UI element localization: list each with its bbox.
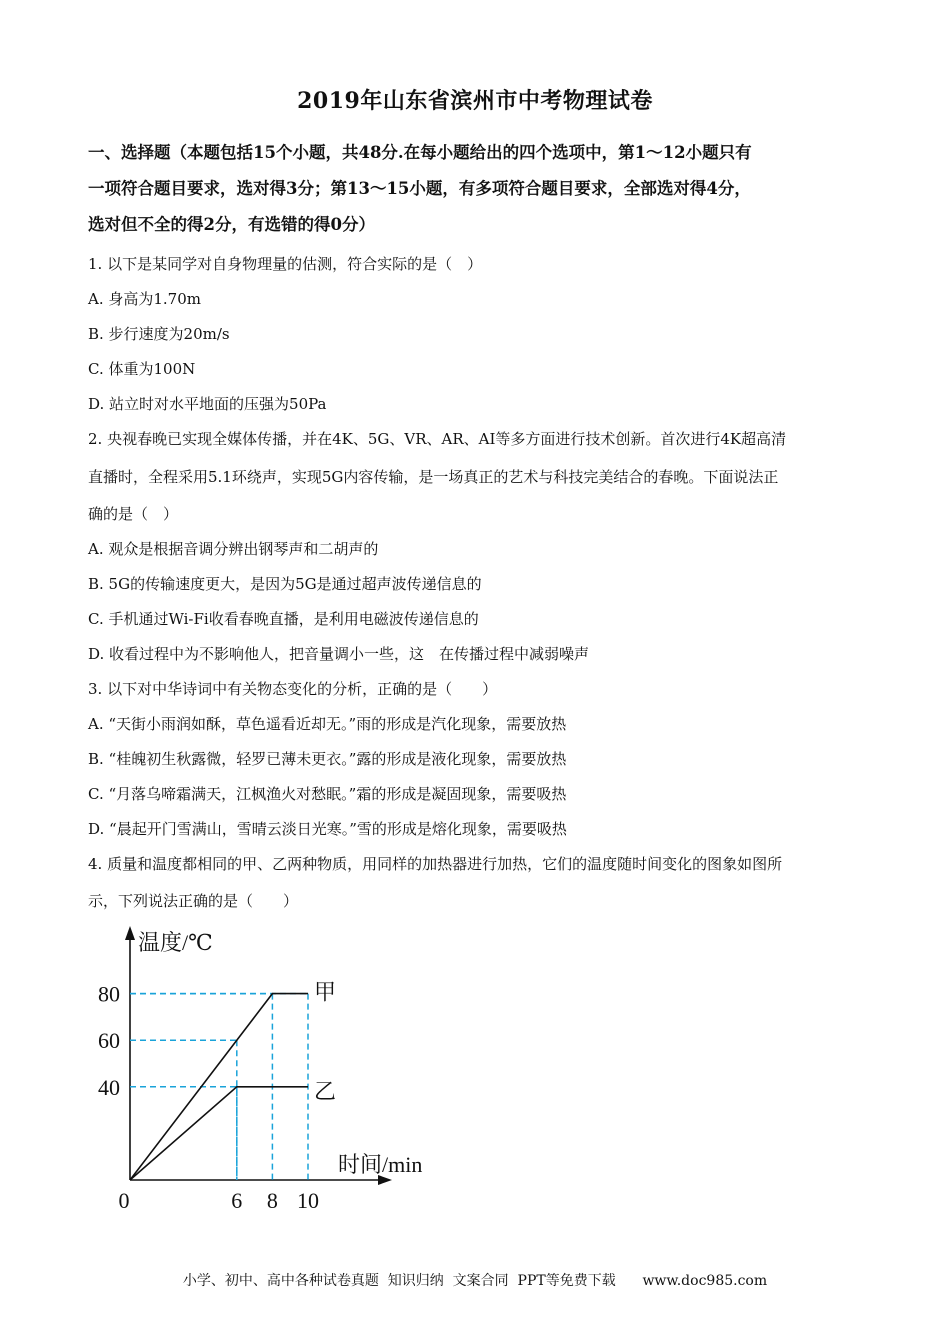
q4-stem-line-1: 4. 质量和温度都相同的甲、乙两种物质，用同样的加热器进行加热，它们的温度随时间变化的图象如图所	[88, 855, 783, 873]
q3-option-c: C. “月落乌啼霜满天，江枫渔火对愁眠。”霜的形成是凝固现象，需要吸热	[88, 785, 567, 803]
q2-option-a: A. 观众是根据音调分辨出钢琴声和二胡声的	[88, 540, 379, 558]
q4-stem-line-2: 示，下列说法正确的是（ ）	[88, 892, 299, 910]
y-tick-label: 60	[98, 1028, 120, 1054]
q2-stem-line-3: 确的是（ ）	[88, 505, 179, 523]
y-tick-label: 80	[98, 981, 120, 1007]
series-label-1: 甲	[314, 979, 337, 1005]
q1-option-a: A. 身高为1.70m	[88, 290, 201, 308]
q2-option-c: C. 手机通过Wi-Fi收看春晚直播，是利用电磁波传递信息的	[88, 610, 479, 628]
series-label-2: 乙	[314, 1078, 337, 1104]
q3-stem: 3. 以下对中华诗词中有关物态变化的分析，正确的是（ ）	[88, 680, 498, 698]
q1-option-b: B. 步行速度为20m/s	[88, 325, 230, 343]
section-heading-line-2: 一项符合题目要求，选对得3分；第13～15小题，有多项符合题目要求，全部选对得4分，	[88, 179, 751, 198]
y-axis-arrow	[125, 926, 135, 940]
q2-stem-line-2: 直播时，全程采用5.1环绕声，实现5G内容传输，是一场真正的艺术与科技完美结合的春晚。下面说法正	[88, 468, 779, 486]
q1-stem: 1. 以下是某同学对自身物理量的估测，符合实际的是（ ）	[88, 255, 483, 273]
q2-option-d: D. 收看过程中为不影响他人，把音量调小一些，这 在传播过程中减弱噪声	[88, 645, 590, 663]
temperature-time-chart	[80, 920, 460, 1220]
q1-option-d: D. 站立时对水平地面的压强为50Pa	[88, 395, 327, 413]
q3-option-b: B. “桂魄初生秋露微，轻罗已薄未更衣。”露的形成是液化现象，需要放热	[88, 750, 567, 768]
q1-option-c: C. 体重为100N	[88, 360, 196, 378]
section-heading-line-3: 选对但不全的得2分，有选错的得0分）	[88, 215, 375, 234]
x-axis-label: 时间/min	[338, 1152, 423, 1177]
q2-option-b: B. 5G的传输速度更大，是因为5G是通过超声波传递信息的	[88, 575, 482, 593]
series-line-2	[130, 1087, 308, 1180]
x-tick-label: 8	[266, 1188, 278, 1213]
page-title: 2019年山东省滨州市中考物理试卷	[297, 88, 653, 114]
origin-label: 0	[118, 1188, 130, 1213]
x-tick-label: 10	[297, 1188, 319, 1213]
x-tick-label: 6	[231, 1188, 243, 1213]
q3-option-d: D. “晨起开门雪满山，雪晴云淡日光寒。”雪的形成是熔化现象，需要吸热	[88, 820, 567, 838]
section-heading-line-1: 一、选择题（本题包括15个小题，共48分.在每小题给出的四个选项中，第1～12小题只有	[88, 143, 752, 162]
y-axis-label: 温度/℃	[138, 930, 213, 955]
page-footer: 小学、初中、高中各种试卷真题 知识归纳 文案合同 PPT等免费下载 www.doc985.com	[182, 1273, 768, 1289]
q2-stem-line-1: 2. 央视春晚已实现全媒体传播，并在4K、5G、VR、AR、AI等多方面进行技术创新。首次进行4K超高清	[88, 430, 787, 448]
y-tick-label: 40	[98, 1074, 120, 1100]
q3-option-a: A. “天街小雨润如酥，草色遥看近却无。”雨的形成是汽化现象，需要放热	[88, 715, 567, 733]
